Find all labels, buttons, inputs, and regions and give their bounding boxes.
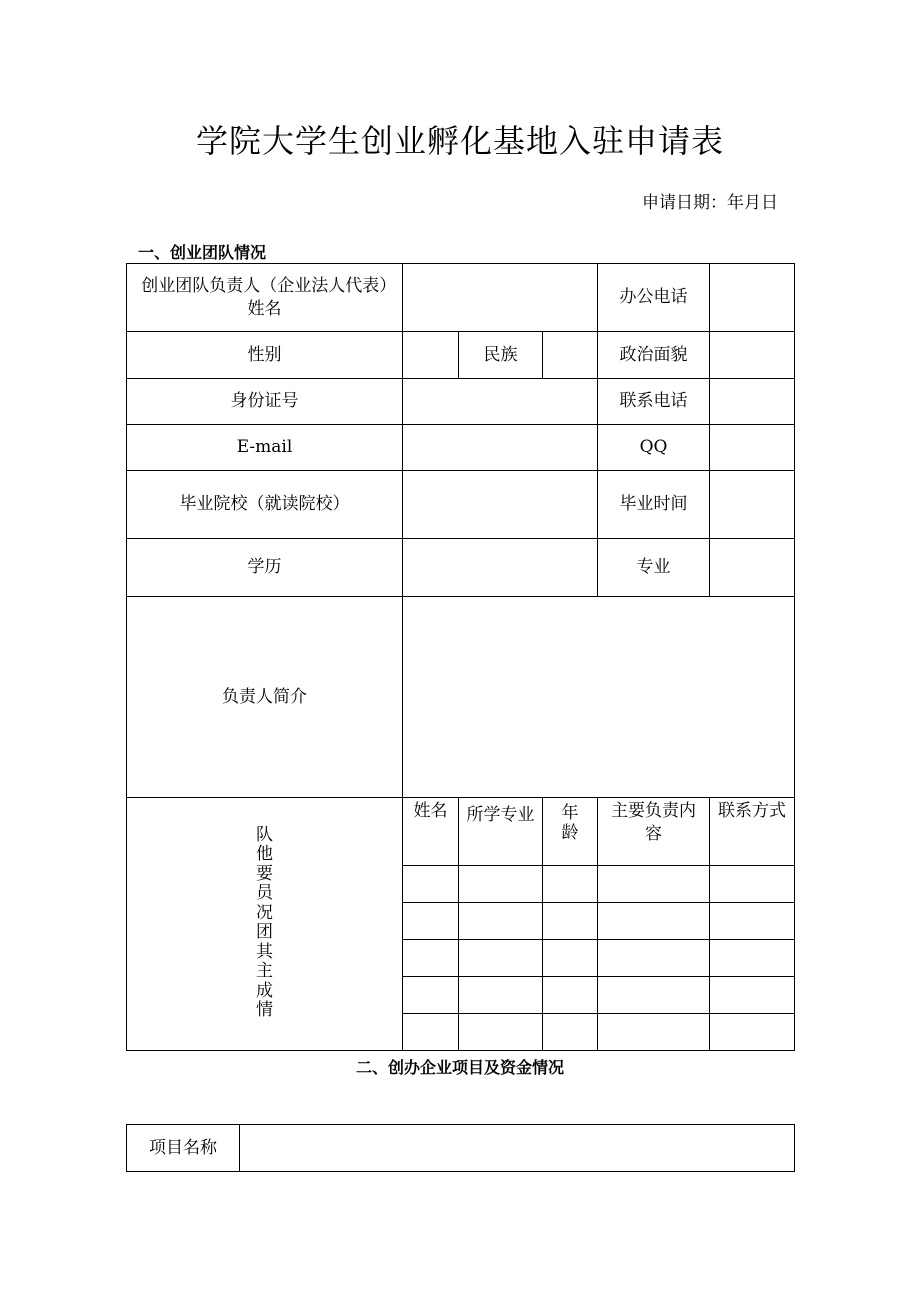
member-cell[interactable] (598, 903, 710, 940)
project-table (126, 1124, 795, 1172)
member-cell[interactable] (403, 940, 459, 977)
members-label: 队他要员况团其主成情 (127, 798, 403, 1051)
project-name-field[interactable] (240, 1125, 795, 1172)
member-cell[interactable] (598, 1014, 710, 1051)
bio-label: 负责人简介 (127, 597, 403, 798)
school-field[interactable] (403, 471, 598, 539)
member-cell[interactable] (403, 977, 459, 1014)
id-number-field[interactable] (403, 379, 598, 425)
member-cell[interactable] (459, 1014, 543, 1051)
member-contact-header: 联系方式 (710, 798, 795, 866)
member-cell[interactable] (543, 940, 598, 977)
member-duties-header: 主要负责内容 (598, 798, 710, 866)
member-age-header: 年龄 (543, 798, 598, 866)
team-info-table (126, 263, 795, 1051)
major-field[interactable] (710, 539, 795, 597)
member-cell[interactable] (710, 940, 795, 977)
member-major-header: 所学专业 (459, 798, 543, 866)
member-cell[interactable] (543, 866, 598, 903)
contact-phone-label: 联系电话 (598, 379, 710, 425)
member-cell[interactable] (459, 903, 543, 940)
qq-field[interactable] (710, 425, 795, 471)
member-cell[interactable] (543, 903, 598, 940)
political-status-field[interactable] (710, 332, 795, 379)
id-number-label: 身份证号 (127, 379, 403, 425)
member-cell[interactable] (403, 866, 459, 903)
bio-field[interactable] (403, 597, 795, 798)
grad-time-label: 毕业时间 (598, 471, 710, 539)
ethnicity-label: 民族 (459, 332, 543, 379)
member-cell[interactable] (710, 1014, 795, 1051)
member-cell[interactable] (403, 903, 459, 940)
application-date: 申请日期：年月日 (642, 193, 778, 213)
member-cell[interactable] (459, 940, 543, 977)
member-cell[interactable] (598, 866, 710, 903)
email-field[interactable] (403, 425, 598, 471)
member-cell[interactable] (710, 977, 795, 1014)
grad-time-field[interactable] (710, 471, 795, 539)
member-cell[interactable] (710, 903, 795, 940)
member-cell[interactable] (459, 866, 543, 903)
leader-name-field[interactable] (403, 264, 598, 332)
school-label: 毕业院校（就读院校） (127, 471, 403, 539)
section1-heading: 一、创业团队情况 (138, 243, 267, 262)
education-field[interactable] (403, 539, 598, 597)
member-cell[interactable] (403, 1014, 459, 1051)
member-cell[interactable] (598, 977, 710, 1014)
section2-heading: 二、创办企业项目及资金情况 (355, 1058, 564, 1077)
member-cell[interactable] (710, 866, 795, 903)
member-name-header: 姓名 (403, 798, 459, 866)
office-phone-field[interactable] (710, 264, 795, 332)
project-name-label: 项目名称 (127, 1125, 240, 1172)
gender-field[interactable] (403, 332, 459, 379)
email-label: E-mail (127, 425, 403, 471)
ethnicity-field[interactable] (543, 332, 598, 379)
contact-phone-field[interactable] (710, 379, 795, 425)
gender-label: 性别 (127, 332, 403, 379)
political-status-label: 政治面貌 (598, 332, 710, 379)
leader-name-label: 创业团队负责人（企业法人代表）姓名 (127, 264, 403, 332)
office-phone-label: 办公电话 (598, 264, 710, 332)
member-cell[interactable] (543, 977, 598, 1014)
page-title: 学院大学生创业孵化基地入驻申请表 (195, 122, 724, 160)
member-cell[interactable] (543, 1014, 598, 1051)
education-label: 学历 (127, 539, 403, 597)
qq-label: QQ (598, 425, 710, 471)
major-label: 专业 (598, 539, 710, 597)
member-cell[interactable] (459, 977, 543, 1014)
member-cell[interactable] (598, 940, 710, 977)
